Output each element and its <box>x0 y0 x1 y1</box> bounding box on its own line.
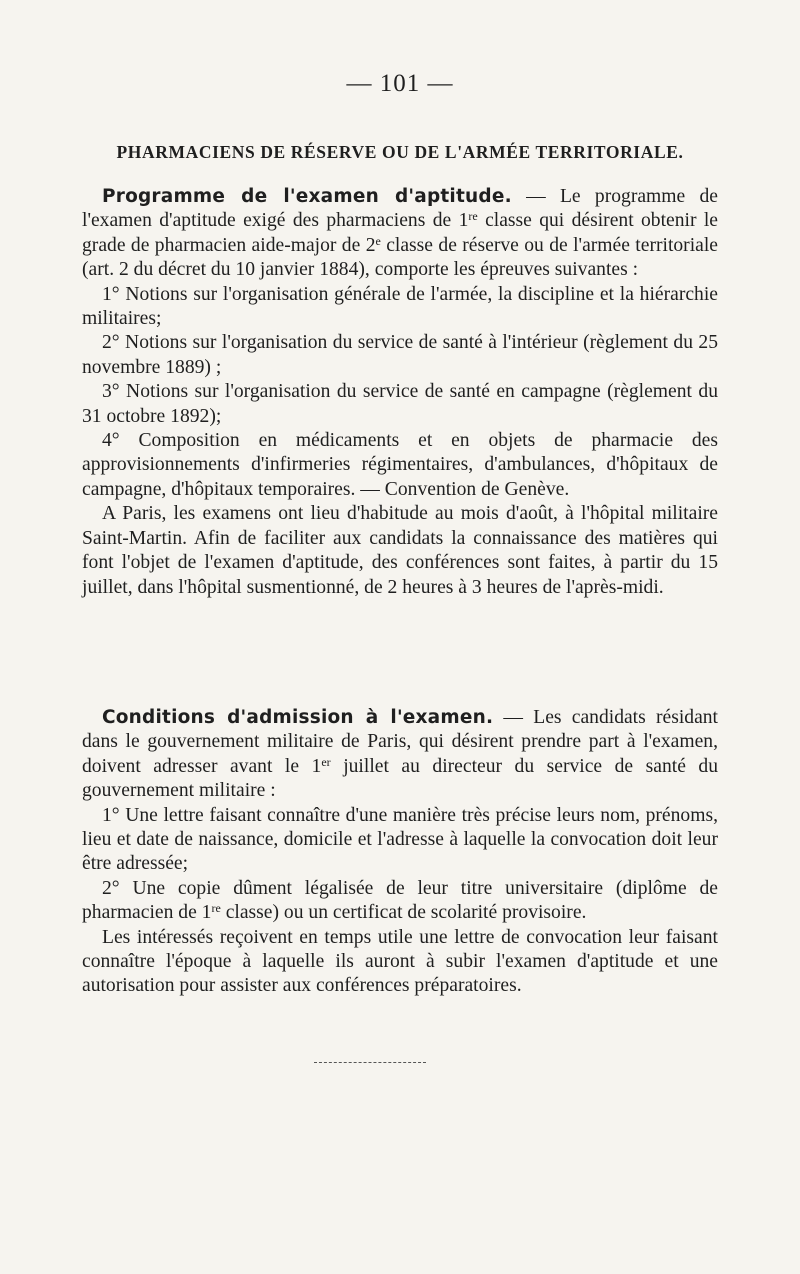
end-rule-divider <box>314 1062 426 1063</box>
programme-item-3: 3° Notions sur l'organisation du service de santé en campagne (règlement du 31 octobre 1892); <box>82 381 718 427</box>
section-heading-programme: Programme de l'examen d'aptitude. <box>102 186 512 207</box>
programme-intro-text-c: classe de réserve ou de l'armée territoriale (art. 2 du décret du 10 janvier 1884), comporte les épreuves suivantes : <box>82 234 718 281</box>
programme-intro-text-b: classe qui désirent obtenir le grade de pharmacien aide-major de 2 <box>82 210 718 256</box>
admission-item-2-text-b: classe) ou un certificat de scolarité provisoire. <box>220 902 587 924</box>
admission-item-1: 1° Une lettre faisant connaître d'une manière très précise leurs nom, prénoms, lieu et date de naissance, domicile et l'adresse à laquelle la convocation doit leur être adressée; <box>82 804 718 875</box>
closing-paragraph: Les intéressés reçoivent en temps utile une lettre de convocation leur faisant connaître l'époque à laquelle ils auront à subir l'examen d'aptitude et une autorisation pour assister aux conférences préparatoires. <box>82 926 718 997</box>
section-exam-programme <box>82 185 718 600</box>
admission-item-2 <box>82 877 718 926</box>
admission-intro-text-b: juillet au directeur du service de santé du gouvernement militaire : <box>82 755 718 802</box>
superscript: er <box>321 754 331 769</box>
superscript: re <box>468 209 478 224</box>
programme-intro-paragraph <box>82 185 718 283</box>
programme-item-4: 4° Composition en médicaments et en objets de pharmacie des approvisionnements d'infirmeries régimentaires, d'ambulances, d'hôpitaux de campagne, d'hôpitaux temporaires. — Convention de Genève. <box>82 430 718 500</box>
admission-item-2-text-a: 2° Une copie dûment légalisée de leur titre universitaire (diplôme de pharmacien de 1 <box>82 877 718 924</box>
programme-intro-text-a: — Le programme de l'examen d'aptitude exigé des pharmaciens de 1 <box>82 186 718 232</box>
page-number: — 101 — <box>346 70 454 97</box>
section-heading-admission: Conditions d'admission à l'examen. <box>102 707 494 728</box>
chapter-title: PHARMACIENS DE RÉSERVE OU DE L'ARMÉE TERRITORIALE. <box>116 142 684 162</box>
section-admission-conditions <box>82 706 718 999</box>
admission-intro-paragraph <box>82 706 718 804</box>
paris-paragraph: A Paris, les examens ont lieu d'habitude au mois d'août, à l'hôpital militaire Saint-Martin. Afin de faciliter aux candidats la connaissance des matières qui font l'objet de l'examen d'aptitude, des conférences sont faites, à partir du 15 juillet, dans l'hôpital susmentionné, de 2 heures à 3 heures de l'après-midi. <box>82 503 718 598</box>
admission-intro-text-a: — Les candidats résidant dans le gouvernement militaire de Paris, qui désirent prendre part à l'examen, doivent adresser avant le 1 <box>82 707 719 777</box>
superscript: e <box>375 233 381 248</box>
programme-item-1: 1° Notions sur l'organisation générale de l'armée, la discipline et la hiérarchie militaires; <box>82 283 718 330</box>
superscript: re <box>211 901 221 916</box>
programme-item-2: 2° Notions sur l'organisation du service de santé à l'intérieur (règlement du 25 novembre 1889) ; <box>82 332 718 378</box>
